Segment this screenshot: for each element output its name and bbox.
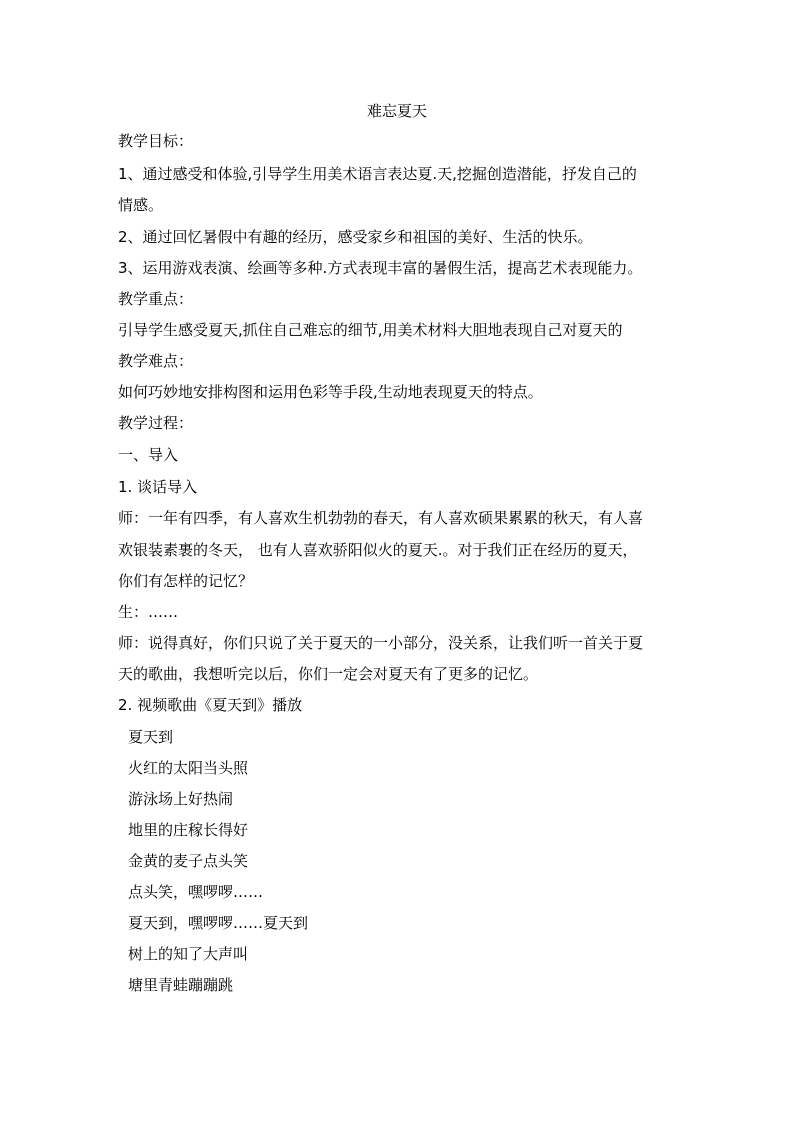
lyric-line: 夏天到，嘿啰啰……夏天到 bbox=[128, 914, 309, 932]
teacher-reply-2: 天的歌曲，我想听完以后，你们一定会对夏天有了更多的记忆。 bbox=[118, 665, 539, 683]
teacher-line-3: 你们有怎样的记忆？ bbox=[118, 572, 254, 590]
lyric-line: 游泳场上好热闹 bbox=[128, 790, 234, 808]
student-line: 生：…… bbox=[118, 603, 179, 621]
teacher-line-1: 师：一年有四季，有人喜欢生机勃勃的春天，有人喜欢硕果累累的秋天，有人喜 bbox=[118, 509, 644, 527]
section-introduction: 一、导入 bbox=[118, 446, 179, 464]
teacher-reply-1: 师：说得真好，你们只说了关于夏天的一小部分，没关系，让我们听一首关于夏 bbox=[118, 634, 644, 652]
lyric-line: 点头笑，嘿啰啰…… bbox=[128, 883, 264, 901]
document-title: 难忘夏天 bbox=[366, 102, 427, 120]
heading-key-points: 教学重点： bbox=[118, 290, 194, 308]
heading-process: 教学过程： bbox=[118, 414, 194, 432]
lyric-line: 金黄的麦子点头笑 bbox=[128, 852, 249, 870]
goal-3: 3、运用游戏表演、绘画等多种.方式表现丰富的暑假生活，提高艺术表现能力。 bbox=[118, 259, 643, 277]
goal-2: 2、通过回忆暑假中有趣的经历，感受家乡和祖国的美好、生活的快乐。 bbox=[118, 228, 593, 246]
goal-1: 1、通过感受和体验,引导学生用美术语言表达夏.天,挖掘创造潜能，抒发自己的 bbox=[118, 165, 637, 183]
step-talk-introduction: 1. 谈话导入 bbox=[118, 478, 198, 496]
goal-1-continued: 情感。 bbox=[118, 196, 164, 214]
lyric-line: 火红的太阳当头照 bbox=[128, 759, 249, 777]
lyric-line: 地里的庄稼长得好 bbox=[128, 821, 249, 839]
difficulty-text: 如何巧妙地安排构图和运用色彩等手段,生动地表现夏天的特点。 bbox=[118, 383, 543, 401]
heading-difficulties: 教学难点： bbox=[118, 352, 194, 370]
key-point-text: 引导学生感受夏天,抓住自己难忘的细节,用美术材料大胆地表现自己对夏天的 bbox=[118, 321, 623, 339]
lyric-line: 夏天到 bbox=[128, 728, 174, 746]
step-video-song: 2. 视频歌曲《夏天到》播放 bbox=[118, 696, 303, 714]
lyric-line: 树上的知了大声叫 bbox=[128, 945, 249, 963]
teacher-line-2: 欢银装素裹的冬天， 也有人喜欢骄阳似火的夏天.。对于我们正在经历的夏天， bbox=[118, 541, 638, 559]
lyric-line: 塘里青蛙蹦蹦跳 bbox=[128, 976, 234, 994]
heading-teaching-goals: 教学目标： bbox=[118, 132, 194, 150]
